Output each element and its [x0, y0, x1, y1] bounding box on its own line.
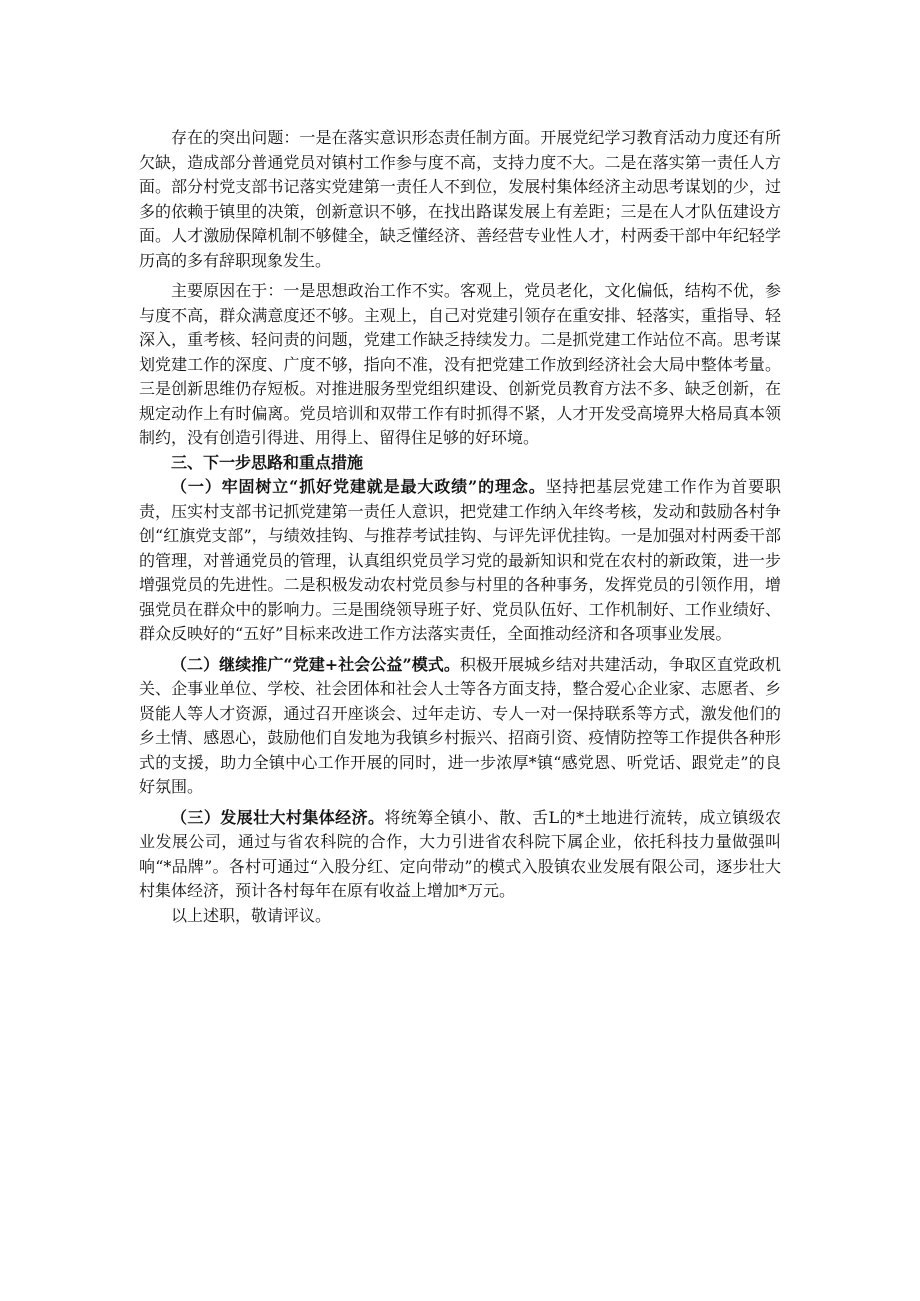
problems-paragraph: 存在的突出问题：一是在落实意识形态责任制方面。开展党纪学习教育活动力度还有所欠缺，造成部分普通党员对镇村工作参与度不高，支持力度不大。二是在落实第一责任人方面。部分村党支部书记落实党建第一责任人不到位，发展村集体经济主动思考谋划的少，过多的依赖于镇里的决策，创新意识不够，在找出路谋发展上有差距；三是在人才队伍建设方面。人才激励保障机制不够健全，缺乏懂经济、善经营专业性人才，村两委干部中年纪轻学历高的多有辞职现象发生。 [139, 128, 781, 270]
measure-paragraph-3 [139, 806, 781, 904]
measure-lead-2: （二）继续推广“党建+社会公益”模式。 [171, 654, 460, 674]
measure-body-1: 坚持把基层党建工作作为首要职责，压实村支部书记抓党建第一责任人意识，把党建工作纳入年终考核，发动和鼓励各村争创“红旗党支部”，与绩效挂钩、与推荐考试挂钩、与评先评优挂钩。一是加强对村两委干部的管理，对普通党员的管理，认真组织党员学习党的最新知识和党在农村的新政策，进一步增强党员的先进性。二是积极发动农村党员参与村里的各种事务，发挥党员的引领作用，增强党员在群众中的影响力。三是围绕领导班子好、党员队伍好、工作机制好、工作业绩好、群众反映好的“五好”目标来改进工作方法落实责任，全面推动经济和各项事业发展。 [139, 477, 781, 643]
measure-body-3: 将统筹全镇小、散、舌L的*土地进行流转，成立镇级农业发展公司，通过与省农科院的合作，大力引进省农科院下属企业，依托科技力量做强叫响“*品牌”。各村可通过“入股分红、定向带动”的模式入股镇农业发展有限公司，逐步壮大村集体经济，预计各村每年在原有收益上增加*万元。 [139, 807, 781, 900]
measure-lead-3: （三）发展壮大村集体经济。 [171, 807, 385, 827]
measure-lead-1: （一）牢固树立“抓好党建就是最大政绩”的理念。 [171, 477, 546, 496]
document-body [139, 126, 781, 928]
measure-paragraph-2 [139, 653, 781, 800]
measure-paragraph-1 [139, 475, 781, 647]
closing-paragraph: 以上述职，敬请评议。 [171, 905, 332, 925]
causes-paragraph: 主要原因在于：一是思想政治工作不实。客观上，党员老化，文化偏低，结构不优，参与度不高，群众满意度还不够。主观上，自己对党建引领存在重安排、轻落实，重指导、轻深入，重考核、轻问责的问题，党建工作缺乏持续发力。二是抓党建工作站位不高。思考谋划党建工作的深度、广度不够，指向不准，没有把党建工作放到经济社会大局中整体考量。三是创新思维仍存短板。对推进服务型党组织建设、创新党员教育方法不多、缺乏创新，在规定动作上有时偏离。党员培训和双带工作有时抓得不紧，人才开发受高境界大格局真本领制约，没有创造引得进、用得上、留得住足够的好环境。 [139, 281, 781, 447]
measure-body-2: 积极开展城乡结对共建活动，争取区直党政机关、企事业单位、学校、社会团体和社会人士等各方面支持，整合爱心企业家、志愿者、乡贤能人等人才资源，通过召开座谈会、过年走访、专人一对一保持联系等方式，激发他们的乡土情、感恩心，鼓励他们自发地为我镇乡村振兴、招商引资、疫情防控等工作提供各种形式的支援，助力全镇中心工作开展的同时，进一步浓厚*镇“感党恩、听党话、跟党走”的良好氛围。 [139, 654, 781, 796]
section-heading: 三、下一步思路和重点措施 [171, 452, 364, 472]
